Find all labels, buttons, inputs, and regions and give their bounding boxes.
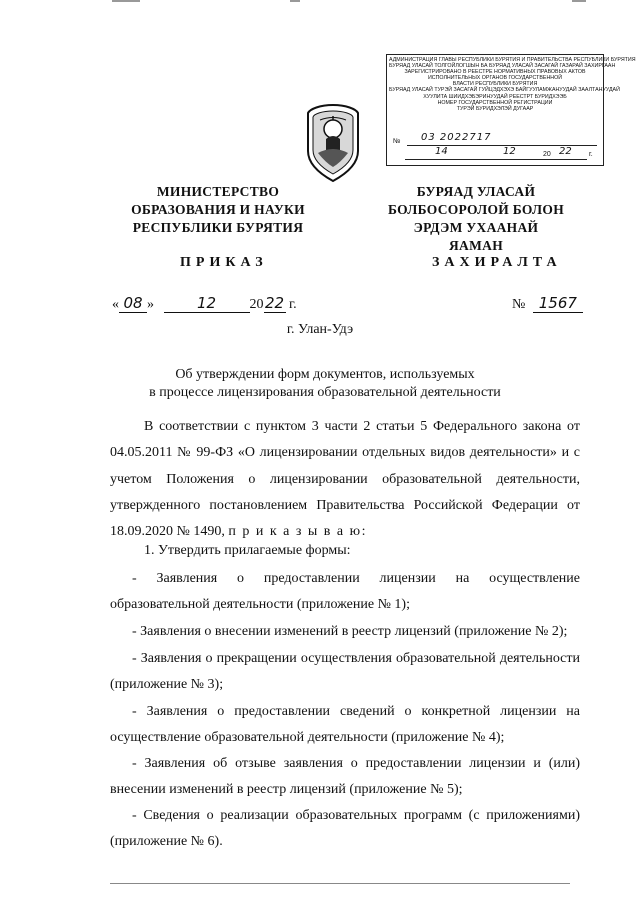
page-bottom-edge	[110, 883, 570, 884]
date-close-quote: »	[147, 297, 154, 312]
order-number-label: №	[512, 297, 526, 312]
date-suffix: г.	[289, 297, 297, 312]
ministry-name-line: БУРЯАД УЛАСАЙ	[416, 184, 536, 199]
order-date	[112, 294, 297, 313]
stamp-line: ТУРЭЙ БУРИДХЭЛЭЙ ДУГААР	[456, 105, 534, 112]
stamp-number-value: 03 2022717	[421, 132, 492, 143]
stamp-line: БУРЯАД УЛАСАЙ ТУРЭЙ ЗАСАГАЙ ГУЙЦЭДХЭХЭ БАЙГУУЛАМЖАНУУДАЙ ЗААЛТАНУУДАЙ	[389, 87, 620, 94]
date-month: 12	[164, 294, 250, 313]
stamp-date	[393, 146, 599, 164]
stamp-line: НОМЕР ГОСУДАРСТВЕННОЙ РЕГИСТРАЦИИ	[437, 99, 553, 106]
stamp-date-day: 14	[435, 146, 448, 157]
ministry-name-buryat	[386, 183, 566, 255]
city-name: г. Улан-Удэ	[286, 322, 354, 337]
stamp-date-underline	[405, 159, 587, 160]
stamp-date-year-prefix: 20	[543, 151, 551, 158]
order-number	[512, 294, 583, 313]
date-open-quote: «	[112, 297, 119, 312]
scan-top-marks	[0, 0, 640, 8]
date-day: 08	[119, 294, 147, 313]
title-line: в процессе лицензирования образовательной деятельности	[149, 385, 501, 400]
ministry-name-line: ОБРАЗОВАНИЯ И НАУКИ	[131, 202, 305, 217]
form-list-item: - Заявления об отзыве заявления о предоставлении лицензии и (или) внесении изменений в реестр лицензий (приложение № 5);	[110, 756, 580, 798]
stamp-date-month: 12	[503, 146, 516, 157]
ministry-name-russian	[118, 183, 318, 237]
stamp-line: АДМИНИСТРАЦИЯ ГЛАВЫ РЕСПУБЛИКИ БУРЯТИЯ И ПРАВИТЕЛЬСТВА РЕСПУБЛИКИ БУРЯТИЯ	[389, 57, 636, 63]
title-line: Об утверждении форм документов, используемых	[175, 367, 475, 382]
coat-of-arms-icon	[300, 103, 366, 183]
stamp-date-suffix: г.	[589, 151, 593, 158]
form-list-item: - Заявления о внесении изменений в реестр лицензий (приложение № 2);	[132, 624, 568, 639]
ministry-name-line: РЕСПУБЛИКИ БУРЯТИЯ	[132, 220, 304, 235]
preamble-text: В соответствии с пунктом 3 части 2 статьи 5 Федерального закона от 04.05.2011 № 99-ФЗ «О лицензировании отдельных видов деятельности» и с учетом Положения о лицензировании образовательной деятельности, утвержденного постановлением Правительства Российской Федерации от 18.09.2020 № 1490,	[110, 419, 580, 540]
stamp-number-label: №	[393, 138, 401, 145]
date-year-prefix: 20	[249, 297, 264, 312]
item-1-intro: 1. Утвердить прилагаемые формы:	[144, 543, 351, 558]
stamp-line: ЗАРЕГИСТРИРОВАНО В РЕЕСТРЕ НОРМАТИВНЫХ ПРАВОВЫХ АКТОВ	[404, 69, 586, 76]
ministry-name-line: ЭРДЭМ УХААНАЙ ЯАМАН	[413, 220, 539, 253]
order-title-russian: ПРИКАЗ	[180, 255, 268, 270]
stamp-date-year-suffix: 22	[559, 146, 572, 157]
stamp-line: БУРЯАД УЛАСАЙ ТОЛГОЙЛОГШЫН БА БУРЯАД УЛАСАЙ ЗАСАГАЙ ГАЗАРАЙ ЗАХИРГААН	[389, 63, 616, 70]
form-list-item: - Сведения о реализации образовательных программ (с приложениями) (приложение № 6).	[110, 808, 580, 850]
prikazyvayu-word: п р и к а з ы в а ю:	[228, 524, 367, 540]
form-list-item: - Заявления о прекращении осуществления образовательной деятельности (приложение № 3);	[110, 651, 580, 693]
preamble-paragraph	[110, 414, 580, 545]
stamp-line: ХУУЛИТА ШИИДХЭБЭРИНУУДАЙ РЕЕСТРТ БУРИДХЭЭБ	[423, 93, 567, 100]
order-number-value: 1567	[533, 294, 583, 313]
stamp-line: ИСПОЛНИТЕЛЬНЫХ ОРГАНОВ ГОСУДАРСТВЕННОЙ	[427, 75, 563, 82]
ministry-name-line: БОЛБОСОРОЛОЙ БОЛОН	[387, 202, 565, 217]
document-title	[110, 366, 540, 402]
form-list-item: - Заявления о предоставлении лицензии на осуществление образовательной деятельности (приложение № 1);	[110, 571, 580, 613]
date-year-suffix: 22	[264, 294, 285, 312]
form-list-item: - Заявления о предоставлении сведений о конкретной лицензии на осуществление образовательной деятельности (приложение № 4);	[110, 704, 580, 746]
stamp-line: ВЛАСТИ РЕСПУБЛИКИ БУРЯТИЯ	[452, 81, 538, 88]
ministry-name-line: МИНИСТЕРСТВО	[156, 184, 280, 199]
order-title-buryat: ЗАХИРАЛТА	[432, 255, 562, 270]
registration-stamp	[386, 54, 636, 166]
